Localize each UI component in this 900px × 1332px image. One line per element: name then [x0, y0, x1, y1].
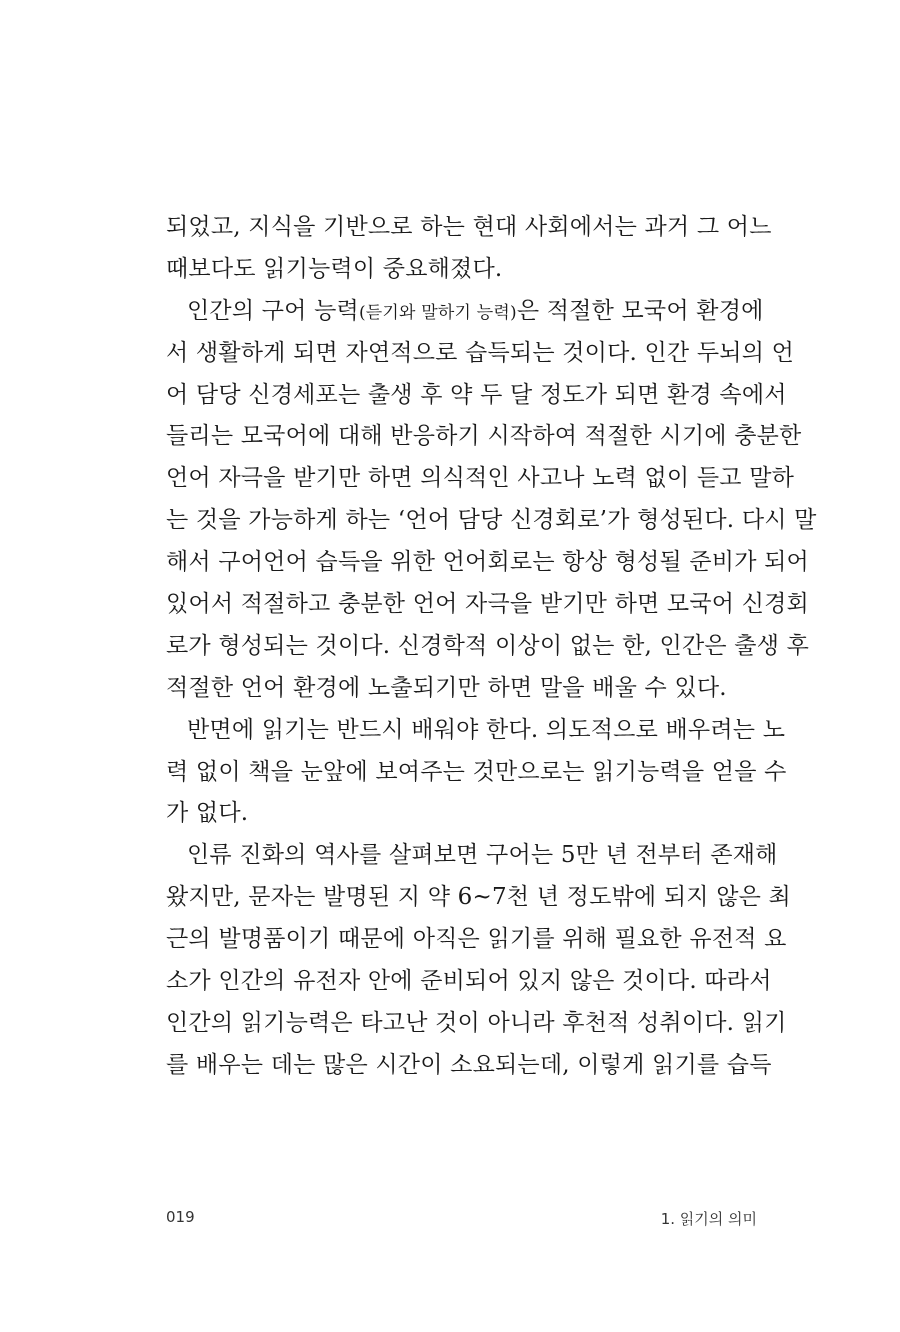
text-line: 해서 구어언어 습득을 위한 언어회로는 항상 형성될 준비가 되어: [166, 549, 809, 576]
text-line: 근의 발명품이기 때문에 아직은 읽기를 위해 필요한 유전적 요: [166, 926, 787, 953]
text-line: 력 없이 책을 눈앞에 보여주는 것만으로는 읽기능력을 얻을 수: [166, 758, 787, 785]
text-line: 인간의 읽기능력은 타고난 것이 아니라 후천적 성취이다. 읽기: [166, 1009, 787, 1036]
text-line: 소가 인간의 유전자 안에 준비되어 있지 않은 것이다. 따라서: [166, 968, 772, 995]
text-line: 서 생활하게 되면 자연적으로 습득되는 것이다. 인간 두뇌의 언: [166, 339, 795, 366]
text-line: 되었고, 지식을 기반으로 하는 현대 사회에서는 과거 그 어느: [166, 214, 772, 240]
text-span: 인간의 구어 능력: [187, 297, 359, 324]
text-line: 인류 진화의 역사를 살펴보면 구어는 5만 년 전부터 존재해: [187, 842, 778, 869]
text-line: 어 담당 신경세포는 출생 후 약 두 달 정도가 되면 환경 속에서: [166, 381, 787, 408]
text-line: 있어서 적절하고 충분한 언어 자극을 받기만 하면 모국어 신경회: [166, 591, 809, 618]
text-line: 때보다도 읽기능력이 중요해졌다.: [166, 255, 503, 282]
text-span: 은 적절한 모국어 환경에: [516, 297, 764, 324]
text-line: 적절한 언어 환경에 노출되기만 하면 말을 배울 수 있다.: [166, 674, 727, 701]
chapter-title: 1. 읽기의 의미: [660, 1210, 757, 1228]
text-line: 언어 자극을 받기만 하면 의식적인 사고나 노력 없이 듣고 말하: [166, 465, 795, 492]
text-line: 들리는 모국어에 대해 반응하기 시작하여 적절한 시기에 충분한: [166, 423, 802, 450]
body-text: [166, 207, 817, 1087]
text-line: 반면에 읽기는 반드시 배워야 한다. 의도적으로 배우려는 노: [187, 716, 786, 743]
text-line: 왔지만, 문자는 발명된 지 약 6~7천 년 정도밖에 되지 않은 최: [166, 884, 791, 911]
text-line: 를 배우는 데는 많은 시간이 소요되는데, 이렇게 읽기를 습득: [166, 1051, 772, 1078]
text-line: 로가 형성되는 것이다. 신경학적 이상이 없는 한, 인간은 출생 후: [166, 632, 810, 659]
text-line: [166, 291, 764, 333]
page-number: 019: [166, 1208, 195, 1226]
parenthetical: (듣기와 말하기 능력): [358, 302, 517, 323]
text-line: 가 없다.: [166, 800, 249, 827]
text-line: 는 것을 가능하게 하는 ‘언어 담당 신경회로’가 형성된다. 다시 말: [166, 507, 817, 534]
